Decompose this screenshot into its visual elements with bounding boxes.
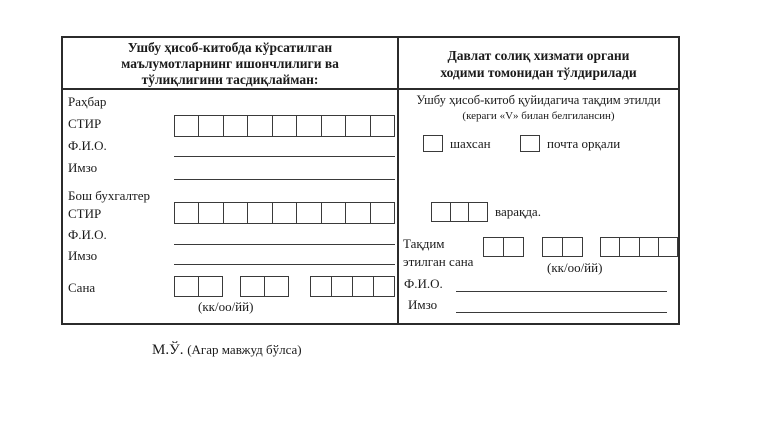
accountant-fio-line[interactable] xyxy=(174,229,395,245)
mail-checkbox-label: почта орқали xyxy=(547,136,621,151)
input-cell[interactable] xyxy=(345,116,369,136)
input-cell[interactable] xyxy=(373,277,394,296)
director-stir-label: СТИР xyxy=(68,116,102,131)
input-cell[interactable] xyxy=(175,116,198,136)
accountant-imzo-label: Имзо xyxy=(68,248,98,263)
input-cell[interactable] xyxy=(468,203,487,221)
input-cell[interactable] xyxy=(321,203,345,223)
submitted-date-month-boxes[interactable] xyxy=(542,237,583,257)
officer-imzo-line[interactable] xyxy=(456,297,667,313)
taxpayer-confirmation-header xyxy=(63,38,397,90)
input-cell[interactable] xyxy=(223,203,247,223)
input-cell[interactable] xyxy=(562,238,582,256)
input-cell[interactable] xyxy=(450,203,469,221)
input-cell[interactable] xyxy=(272,116,296,136)
input-cell[interactable] xyxy=(223,116,247,136)
header-line: Ушбу ҳисоб-китобда кўрсатилган xyxy=(127,40,333,55)
submitted-date-label-line2: этилган сана xyxy=(403,254,474,269)
header-line: маълумотларнинг ишончлилиги ва xyxy=(121,56,339,71)
submitted-date-year-boxes[interactable] xyxy=(600,237,678,257)
input-cell[interactable] xyxy=(264,277,288,296)
input-cell[interactable] xyxy=(543,238,562,256)
input-cell[interactable] xyxy=(370,116,394,136)
input-cell[interactable] xyxy=(247,203,271,223)
accountant-stir-label: СТИР xyxy=(68,206,102,221)
declaration-table xyxy=(61,36,680,325)
date-month-boxes[interactable] xyxy=(240,276,289,297)
header-line: ходими томонидан тўлдирилади xyxy=(440,65,637,80)
taxpayer-section xyxy=(63,90,397,323)
input-cell[interactable] xyxy=(175,203,198,223)
submitted-date-day-boxes[interactable] xyxy=(483,237,524,257)
input-cell[interactable] xyxy=(601,238,619,256)
input-cell[interactable] xyxy=(311,277,331,296)
input-cell[interactable] xyxy=(484,238,503,256)
input-cell[interactable] xyxy=(345,203,369,223)
input-cell[interactable] xyxy=(619,238,638,256)
personal-checkbox-label: шахсан xyxy=(450,136,491,151)
chief-accountant-label: Бош бухгалтер xyxy=(68,188,150,203)
director-fio-label: Ф.И.О. xyxy=(68,138,107,153)
input-cell[interactable] xyxy=(639,238,658,256)
header-line: тўлиқлигини тасдиқлайман: xyxy=(141,72,319,87)
tax-officer-header xyxy=(399,38,678,90)
officer-fio-label: Ф.И.О. xyxy=(404,276,443,291)
director-fio-line[interactable] xyxy=(174,141,395,157)
input-cell[interactable] xyxy=(331,277,352,296)
accountant-imzo-line[interactable] xyxy=(174,249,395,265)
personal-checkbox[interactable] xyxy=(423,135,443,152)
input-cell[interactable] xyxy=(247,116,271,136)
input-cell[interactable] xyxy=(352,277,373,296)
date-label: Сана xyxy=(68,280,96,295)
sheet-count-boxes[interactable] xyxy=(431,202,488,222)
input-cell[interactable] xyxy=(241,277,264,296)
director-stir-boxes[interactable] xyxy=(174,115,395,137)
input-cell[interactable] xyxy=(503,238,523,256)
table-header-row xyxy=(63,38,678,90)
input-cell[interactable] xyxy=(296,203,320,223)
officer-fio-line[interactable] xyxy=(456,276,667,292)
director-imzo-label: Имзо xyxy=(68,160,98,175)
input-cell[interactable] xyxy=(321,116,345,136)
director-imzo-line[interactable] xyxy=(174,164,395,180)
tax-officer-section xyxy=(399,90,678,323)
date-year-boxes[interactable] xyxy=(310,276,395,297)
input-cell[interactable] xyxy=(198,116,222,136)
seal-note xyxy=(152,342,302,359)
date-format-hint: (кк/оо/йй) xyxy=(198,299,254,314)
input-cell[interactable] xyxy=(175,277,198,296)
officer-imzo-label: Имзо xyxy=(408,297,438,312)
seal-note-text: (Агар мавжуд бўлса) xyxy=(187,342,302,357)
seal-label: М.Ў. xyxy=(152,342,184,358)
submission-method-hint: (кераги «V» билан белгилансин) xyxy=(462,110,615,122)
accountant-stir-boxes[interactable] xyxy=(174,202,395,224)
date-day-boxes[interactable] xyxy=(174,276,223,297)
input-cell[interactable] xyxy=(296,116,320,136)
header-line: Давлат солиқ хизмати органи xyxy=(447,48,630,63)
input-cell[interactable] xyxy=(272,203,296,223)
input-cell[interactable] xyxy=(370,203,394,223)
director-label: Раҳбар xyxy=(68,94,107,109)
accountant-fio-label: Ф.И.О. xyxy=(68,227,107,242)
mail-checkbox[interactable] xyxy=(520,135,540,152)
input-cell[interactable] xyxy=(198,277,222,296)
submitted-date-label-line1: Тақдим xyxy=(403,236,445,251)
submitted-date-format-hint: (кк/оо/йй) xyxy=(547,260,603,275)
submission-method-title: Ушбу ҳисоб-китоб қуйидагича тақдим этилди xyxy=(416,93,661,107)
sheets-label: варақда. xyxy=(495,204,541,219)
input-cell[interactable] xyxy=(658,238,677,256)
input-cell[interactable] xyxy=(432,203,450,221)
input-cell[interactable] xyxy=(198,203,222,223)
